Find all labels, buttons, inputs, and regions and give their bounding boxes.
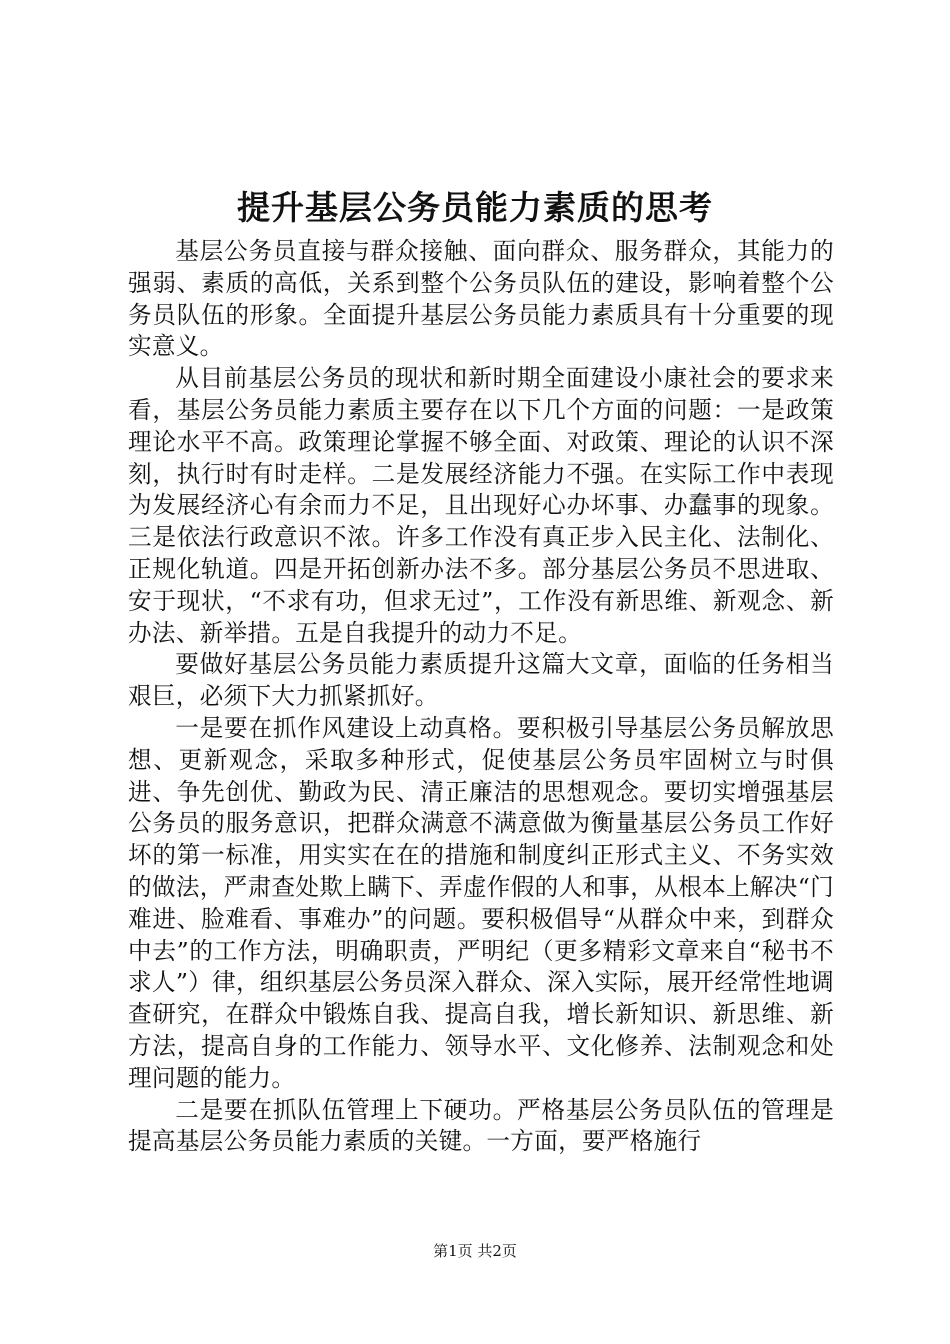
- paragraph-intro: 基层公务员直接与群众接触、面向群众、服务群众，其能力的强弱、素质的高低，关系到整个公务员队伍的建设，影响着整个公务员队伍的形象。全面提升基层公务员能力素质具有十分重要的现实意义。: [128, 237, 834, 361]
- paragraph-task: 要做好基层公务员能力素质提升这篇大文章，面临的任务相当艰巨，必须下大力抓紧抓好。: [128, 650, 834, 711]
- document-title: 提升基层公务员能力素质的思考: [237, 188, 713, 227]
- paragraph-problems: 从目前基层公务员的现状和新时期全面建设小康社会的要求来看，基层公务员能力素质主要存在以下几个方面的问题：一是政策理论水平不高。政策理论掌握不够全面、对政策、理论的认识不深刻，执行时有时走样。二是发展经济能力不强。在实际工作中表现为发展经济心有余而力不足，且出现好心办坏事、办蠢事的现象。三是依法行政意识不浓。许多工作没有真正步入民主化、法制化、正规化轨道。四是开拓创新办法不多。部分基层公务员不思进取、安于现状，“不求有功，但求无过”，工作没有新思维、新观念、新办法、新举措。五是自我提升的动力不足。: [128, 364, 834, 647]
- document-body: [128, 236, 834, 1158]
- page-footer: 第1页 共2页: [433, 1242, 517, 1260]
- paragraph-team-management: 二是要在抓队伍管理上下硬功。严格基层公务员队伍的管理是提高基层公务员能力素质的关键。一方面，要严格施行: [128, 1095, 834, 1156]
- paragraph-style-building: 一是要在抓作风建设上动真格。要积极引导基层公务员解放思想、更新观念，采取多种形式，促使基层公务员牢固树立与时俱进、争先创优、勤政为民、清正廉洁的思想观念。要切实增强基层公务员的服务意识，把群众满意不满意做为衡量基层公务员工作好坏的第一标准，用实实在在的措施和制度纠正形式主义、不务实效的做法，严肃查处欺上瞒下、弄虚作假的人和事，从根本上解决“门难进、脸难看、事难办”的问题。要积极倡导“从群众中来，到群众中去”的工作方法，明确职责，严明纪（更多精彩文章来自“秘书不求人”）律，组织基层公务员深入群众、深入实际，展开经常性地调查研究，在群众中锻炼自我、提高自我，增长新知识、新思维、新方法，提高自身的工作能力、领导水平、文化修养、法制观念和处理问题的能力。: [128, 713, 834, 1092]
